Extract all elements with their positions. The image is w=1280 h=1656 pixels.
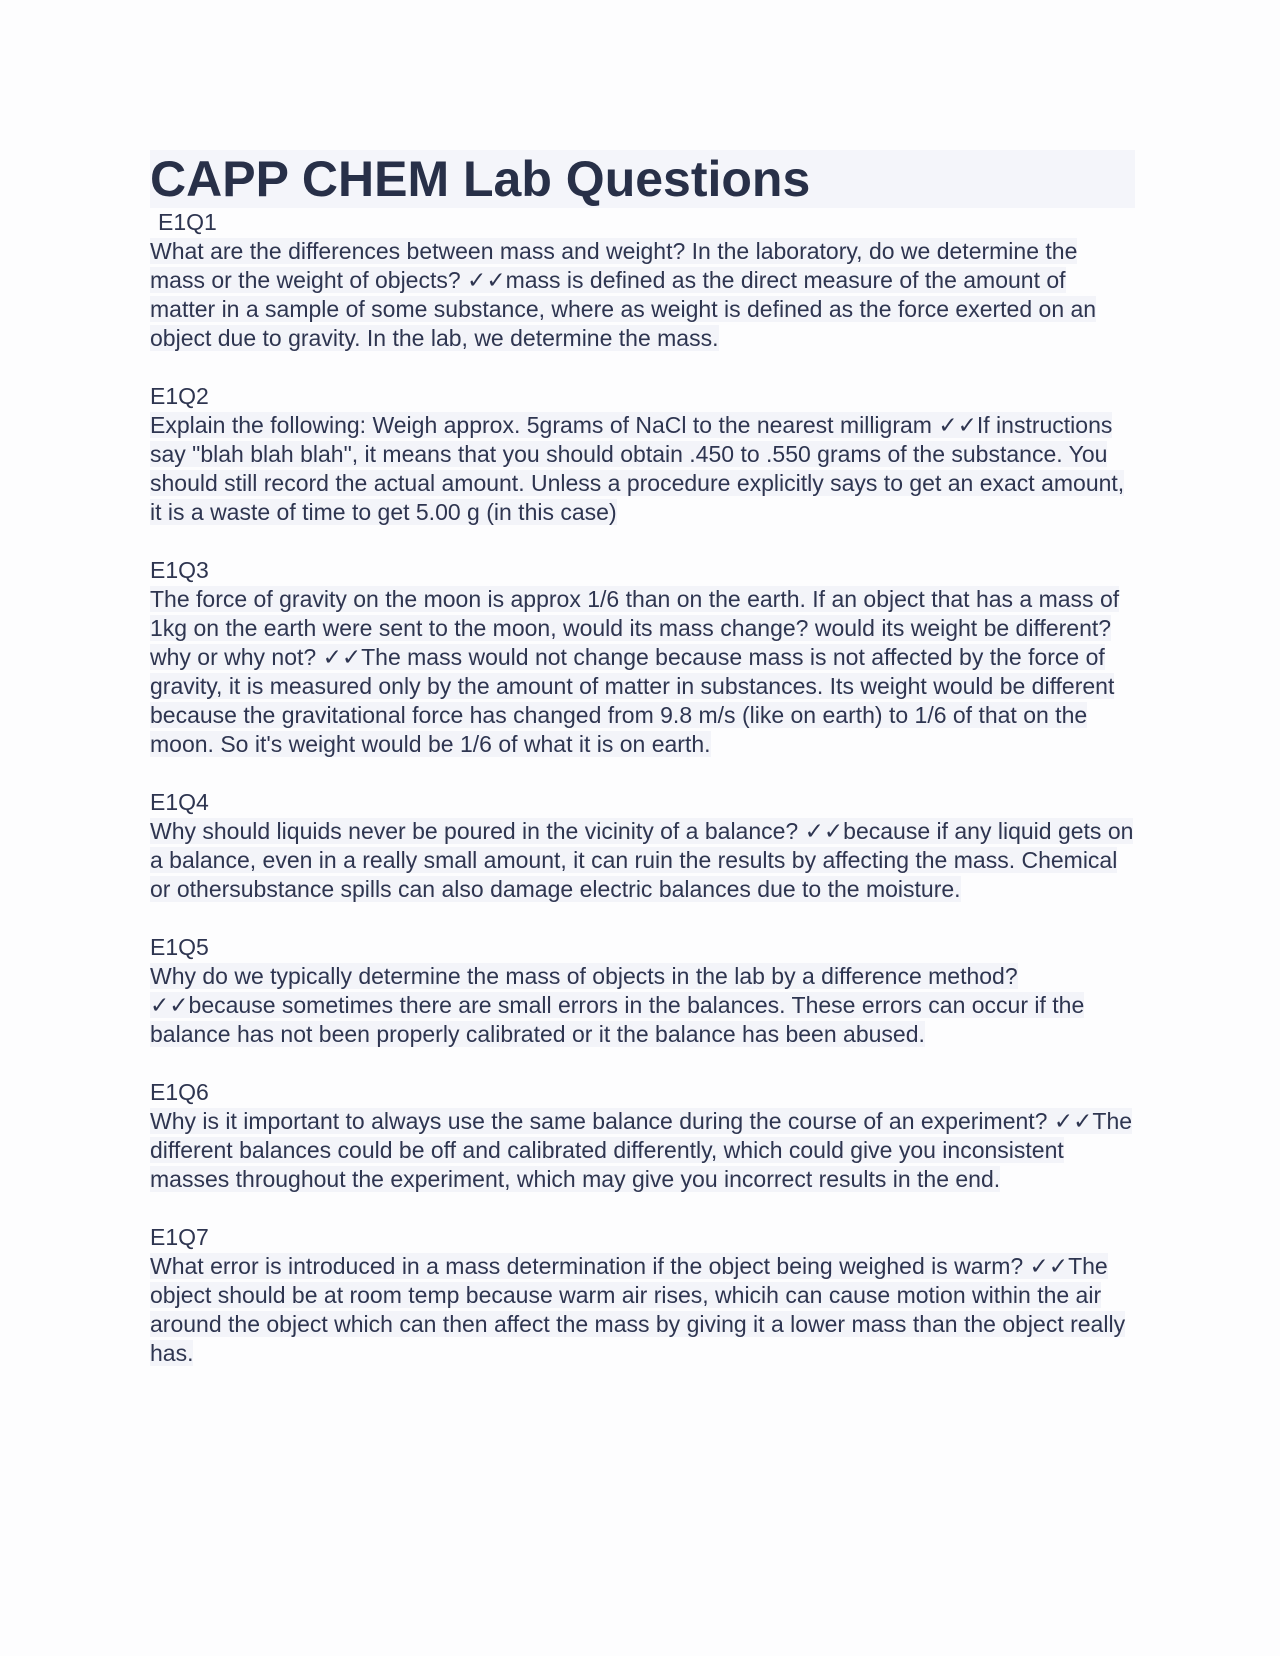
question-id: E1Q6 [150,1079,209,1105]
question-answer: The force of gravity on the moon is approx 1/6 than on the earth. If an object that has a mass of 1kg on the earth were sent to the moon, would its mass change? would its weight be different? why or why not? ✓✓The mass would not change because mass is not affected by the force of gravity, it is measured only by the amount of matter in substances. Its weight would be different because the gravitational force has changed from 9.8 m/s (like on earth) to 1/6 of that on the moon. So it's weight would be 1/6 of what it is on earth. [150,586,1120,757]
question-entry-e1q5 [150,933,1135,1049]
document-title: CAPP CHEM Lab Questions [150,150,1135,208]
question-text [150,411,1135,527]
question-id: E1Q4 [150,789,209,815]
question-text [150,237,1135,353]
question-entry-e1q6 [150,1078,1135,1194]
question-id: E1Q5 [150,934,209,960]
question-entry-e1q4 [150,788,1135,904]
question-text [150,962,1135,1049]
question-entry-e1q2 [150,382,1135,527]
question-text [150,1252,1135,1368]
question-answer: Why do we typically determine the mass of objects in the lab by a difference method? ✓✓because sometimes there are small errors in the balances. These errors can occur if the balance has not been properly calibrated or it the balance has been abused. [150,963,1085,1047]
question-entry-e1q3 [150,556,1135,759]
question-text [150,817,1135,904]
question-id: E1Q7 [150,1224,209,1250]
question-id: E1Q2 [150,383,209,409]
document-page [150,150,1135,1368]
question-entry-e1q7 [150,1223,1135,1368]
question-id: E1Q1 [158,209,217,235]
question-answer: What error is introduced in a mass determination if the object being weighed is warm? ✓✓The object should be at room temp because warm air rises, whicih can cause motion within the air around the object which can then affect the mass by giving it a lower mass than the object really has. [150,1253,1126,1366]
question-answer: Explain the following: Weigh approx. 5grams of NaCl to the nearest milligram ✓✓If instructions say "blah blah blah", it means that you should obtain .450 to .550 grams of the substance. You should still record the actual amount. Unless a procedure explicitly says to get an exact amount, it is a waste of time to get 5.00 g (in this case) [150,412,1125,525]
question-id: E1Q3 [150,557,209,583]
question-answer: Why should liquids never be poured in the vicinity of a balance? ✓✓because if any liquid gets on a balance, even in a really small amount, it can ruin the results by affecting the mass. Chemical or othersubstance spills can also damage electric balances due to the moisture. [150,818,1134,902]
question-text [150,1107,1135,1194]
question-answer: What are the differences between mass and weight? In the laboratory, do we determine the mass or the weight of objects? ✓✓mass is defined as the direct measure of the amount of matter in a sample of some substance, where as weight is defined as the force exerted on an object due to gravity. In the lab, we determine the mass. [150,238,1097,351]
question-text [150,585,1135,759]
question-entry-e1q1 [150,208,1135,353]
question-answer: Why is it important to always use the same balance during the course of an experiment? ✓✓The different balances could be off and calibrated differently, which could give you inconsistent masses throughout the experiment, which may give you incorrect results in the end. [150,1108,1133,1192]
